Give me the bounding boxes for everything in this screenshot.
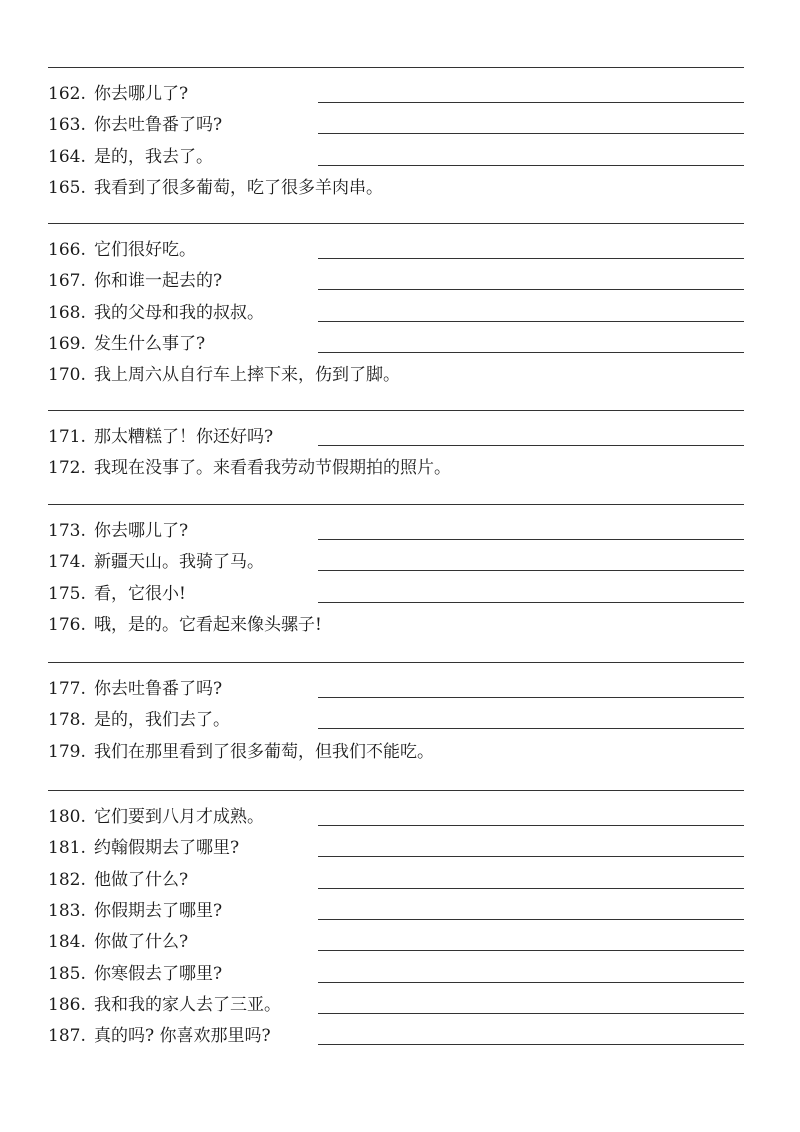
sentence-row bbox=[48, 78, 744, 110]
item-number: 185. bbox=[48, 963, 86, 984]
answer-blank-line[interactable] bbox=[318, 445, 744, 446]
answer-blank-line[interactable] bbox=[318, 1044, 744, 1045]
sentence-row bbox=[48, 926, 744, 958]
sentence-row bbox=[48, 297, 744, 329]
item-text: 约翰假期去了哪里? bbox=[94, 838, 240, 859]
sentence-row bbox=[48, 704, 744, 736]
answer-blank-line[interactable] bbox=[318, 825, 744, 826]
answer-blank-line[interactable] bbox=[318, 570, 744, 571]
item-number: 172. bbox=[48, 458, 86, 479]
sentence-row bbox=[48, 546, 744, 578]
sentence-row bbox=[48, 989, 744, 1021]
item-text: 我看到了很多葡萄，吃了很多羊肉串。 bbox=[94, 177, 383, 198]
answer-blank-line[interactable] bbox=[318, 102, 744, 103]
sentence-row bbox=[48, 958, 744, 990]
sentence-row bbox=[48, 515, 744, 547]
item-text: 你寒假去了哪里? bbox=[94, 963, 223, 984]
item-text: 你去吐鲁番了吗? bbox=[94, 115, 223, 136]
item-number: 186. bbox=[48, 994, 86, 1015]
sentence-row bbox=[48, 1020, 744, 1052]
section-divider bbox=[48, 504, 744, 505]
item-number: 167. bbox=[48, 271, 86, 292]
item-text: 你和谁一起去的? bbox=[94, 271, 223, 292]
sentence-row bbox=[48, 234, 744, 266]
sentence-row bbox=[48, 359, 744, 391]
sentence-row bbox=[48, 895, 744, 927]
item-number: 170. bbox=[48, 365, 86, 386]
item-number: 162. bbox=[48, 84, 86, 104]
item-text: 那太糟糕了！你还好吗? bbox=[94, 427, 274, 447]
sentence-row bbox=[48, 452, 744, 484]
answer-blank-line[interactable] bbox=[318, 982, 744, 983]
item-text: 你假期去了哪里? bbox=[94, 900, 223, 921]
item-number: 187. bbox=[48, 1026, 86, 1047]
item-text: 我们在那里看到了很多葡萄，但我们不能吃。 bbox=[94, 741, 434, 762]
answer-blank-line[interactable] bbox=[318, 919, 744, 920]
item-number: 183. bbox=[48, 900, 86, 921]
item-text: 新疆天山。我骑了马。 bbox=[94, 552, 264, 573]
item-number: 178. bbox=[48, 710, 86, 731]
answer-blank-line[interactable] bbox=[318, 258, 744, 259]
sentence-row bbox=[48, 328, 744, 360]
item-text: 你做了什么? bbox=[94, 932, 189, 953]
item-text: 我的父母和我的叔叔。 bbox=[94, 302, 264, 323]
item-number: 163. bbox=[48, 115, 86, 136]
answer-blank-line[interactable] bbox=[318, 289, 744, 290]
item-number: 182. bbox=[48, 869, 86, 890]
answer-blank-line[interactable] bbox=[318, 1013, 744, 1014]
item-text: 是的，我们去了。 bbox=[94, 710, 230, 731]
item-number: 181. bbox=[48, 838, 86, 859]
answer-blank-line[interactable] bbox=[318, 888, 744, 889]
sentence-row bbox=[48, 673, 744, 705]
item-number: 165. bbox=[48, 177, 86, 198]
section-divider bbox=[48, 662, 744, 663]
item-number: 168. bbox=[48, 302, 86, 323]
answer-blank-line[interactable] bbox=[318, 133, 744, 134]
item-text: 我现在没事了。来看看我劳动节假期拍的照片。 bbox=[94, 458, 451, 479]
sentence-row bbox=[48, 832, 744, 864]
item-text: 他做了什么? bbox=[94, 869, 189, 890]
item-text: 是的，我去了。 bbox=[94, 146, 213, 167]
item-text: 你去吐鲁番了吗? bbox=[94, 679, 223, 699]
item-number: 175. bbox=[48, 583, 86, 604]
sentence-row bbox=[48, 265, 744, 297]
sentence-row bbox=[48, 609, 744, 641]
item-number: 179. bbox=[48, 741, 86, 762]
sentence-row bbox=[48, 141, 744, 173]
item-text: 你去哪儿了? bbox=[94, 521, 189, 541]
item-text: 我和我的家人去了三亚。 bbox=[94, 994, 281, 1015]
answer-blank-line[interactable] bbox=[318, 165, 744, 166]
item-number: 180. bbox=[48, 807, 86, 827]
section-divider bbox=[48, 790, 744, 791]
item-text: 它们要到八月才成熟。 bbox=[94, 807, 264, 827]
answer-blank-line[interactable] bbox=[318, 321, 744, 322]
item-text: 你去哪儿了? bbox=[94, 84, 189, 104]
sentence-row bbox=[48, 578, 744, 610]
item-number: 177. bbox=[48, 679, 86, 699]
item-number: 169. bbox=[48, 333, 86, 354]
item-number: 184. bbox=[48, 932, 86, 953]
item-text: 哦，是的。它看起来像头骡子! bbox=[94, 614, 322, 635]
item-number: 173. bbox=[48, 521, 86, 541]
item-text: 看，它很小! bbox=[94, 583, 186, 604]
item-number: 174. bbox=[48, 552, 86, 573]
item-text: 我上周六从自行车上摔下来，伤到了脚。 bbox=[94, 365, 400, 386]
item-number: 164. bbox=[48, 146, 86, 167]
answer-blank-line[interactable] bbox=[318, 697, 744, 698]
item-number: 171. bbox=[48, 427, 86, 447]
item-number: 176. bbox=[48, 614, 86, 635]
answer-blank-line[interactable] bbox=[318, 728, 744, 729]
section-divider bbox=[48, 67, 744, 68]
sentence-row bbox=[48, 864, 744, 896]
sentence-row bbox=[48, 801, 744, 833]
section-divider bbox=[48, 223, 744, 224]
answer-blank-line[interactable] bbox=[318, 539, 744, 540]
section-divider bbox=[48, 410, 744, 411]
sentence-row bbox=[48, 736, 744, 768]
item-number: 166. bbox=[48, 240, 86, 260]
answer-blank-line[interactable] bbox=[318, 950, 744, 951]
answer-blank-line[interactable] bbox=[318, 856, 744, 857]
answer-blank-line[interactable] bbox=[318, 352, 744, 353]
item-text: 它们很好吃。 bbox=[94, 240, 196, 260]
item-text: 发生什么事了? bbox=[94, 333, 206, 354]
sentence-row bbox=[48, 109, 744, 141]
item-text: 真的吗? 你喜欢那里吗? bbox=[94, 1026, 271, 1047]
sentence-row bbox=[48, 172, 744, 204]
answer-blank-line[interactable] bbox=[318, 602, 744, 603]
sentence-row bbox=[48, 421, 744, 453]
